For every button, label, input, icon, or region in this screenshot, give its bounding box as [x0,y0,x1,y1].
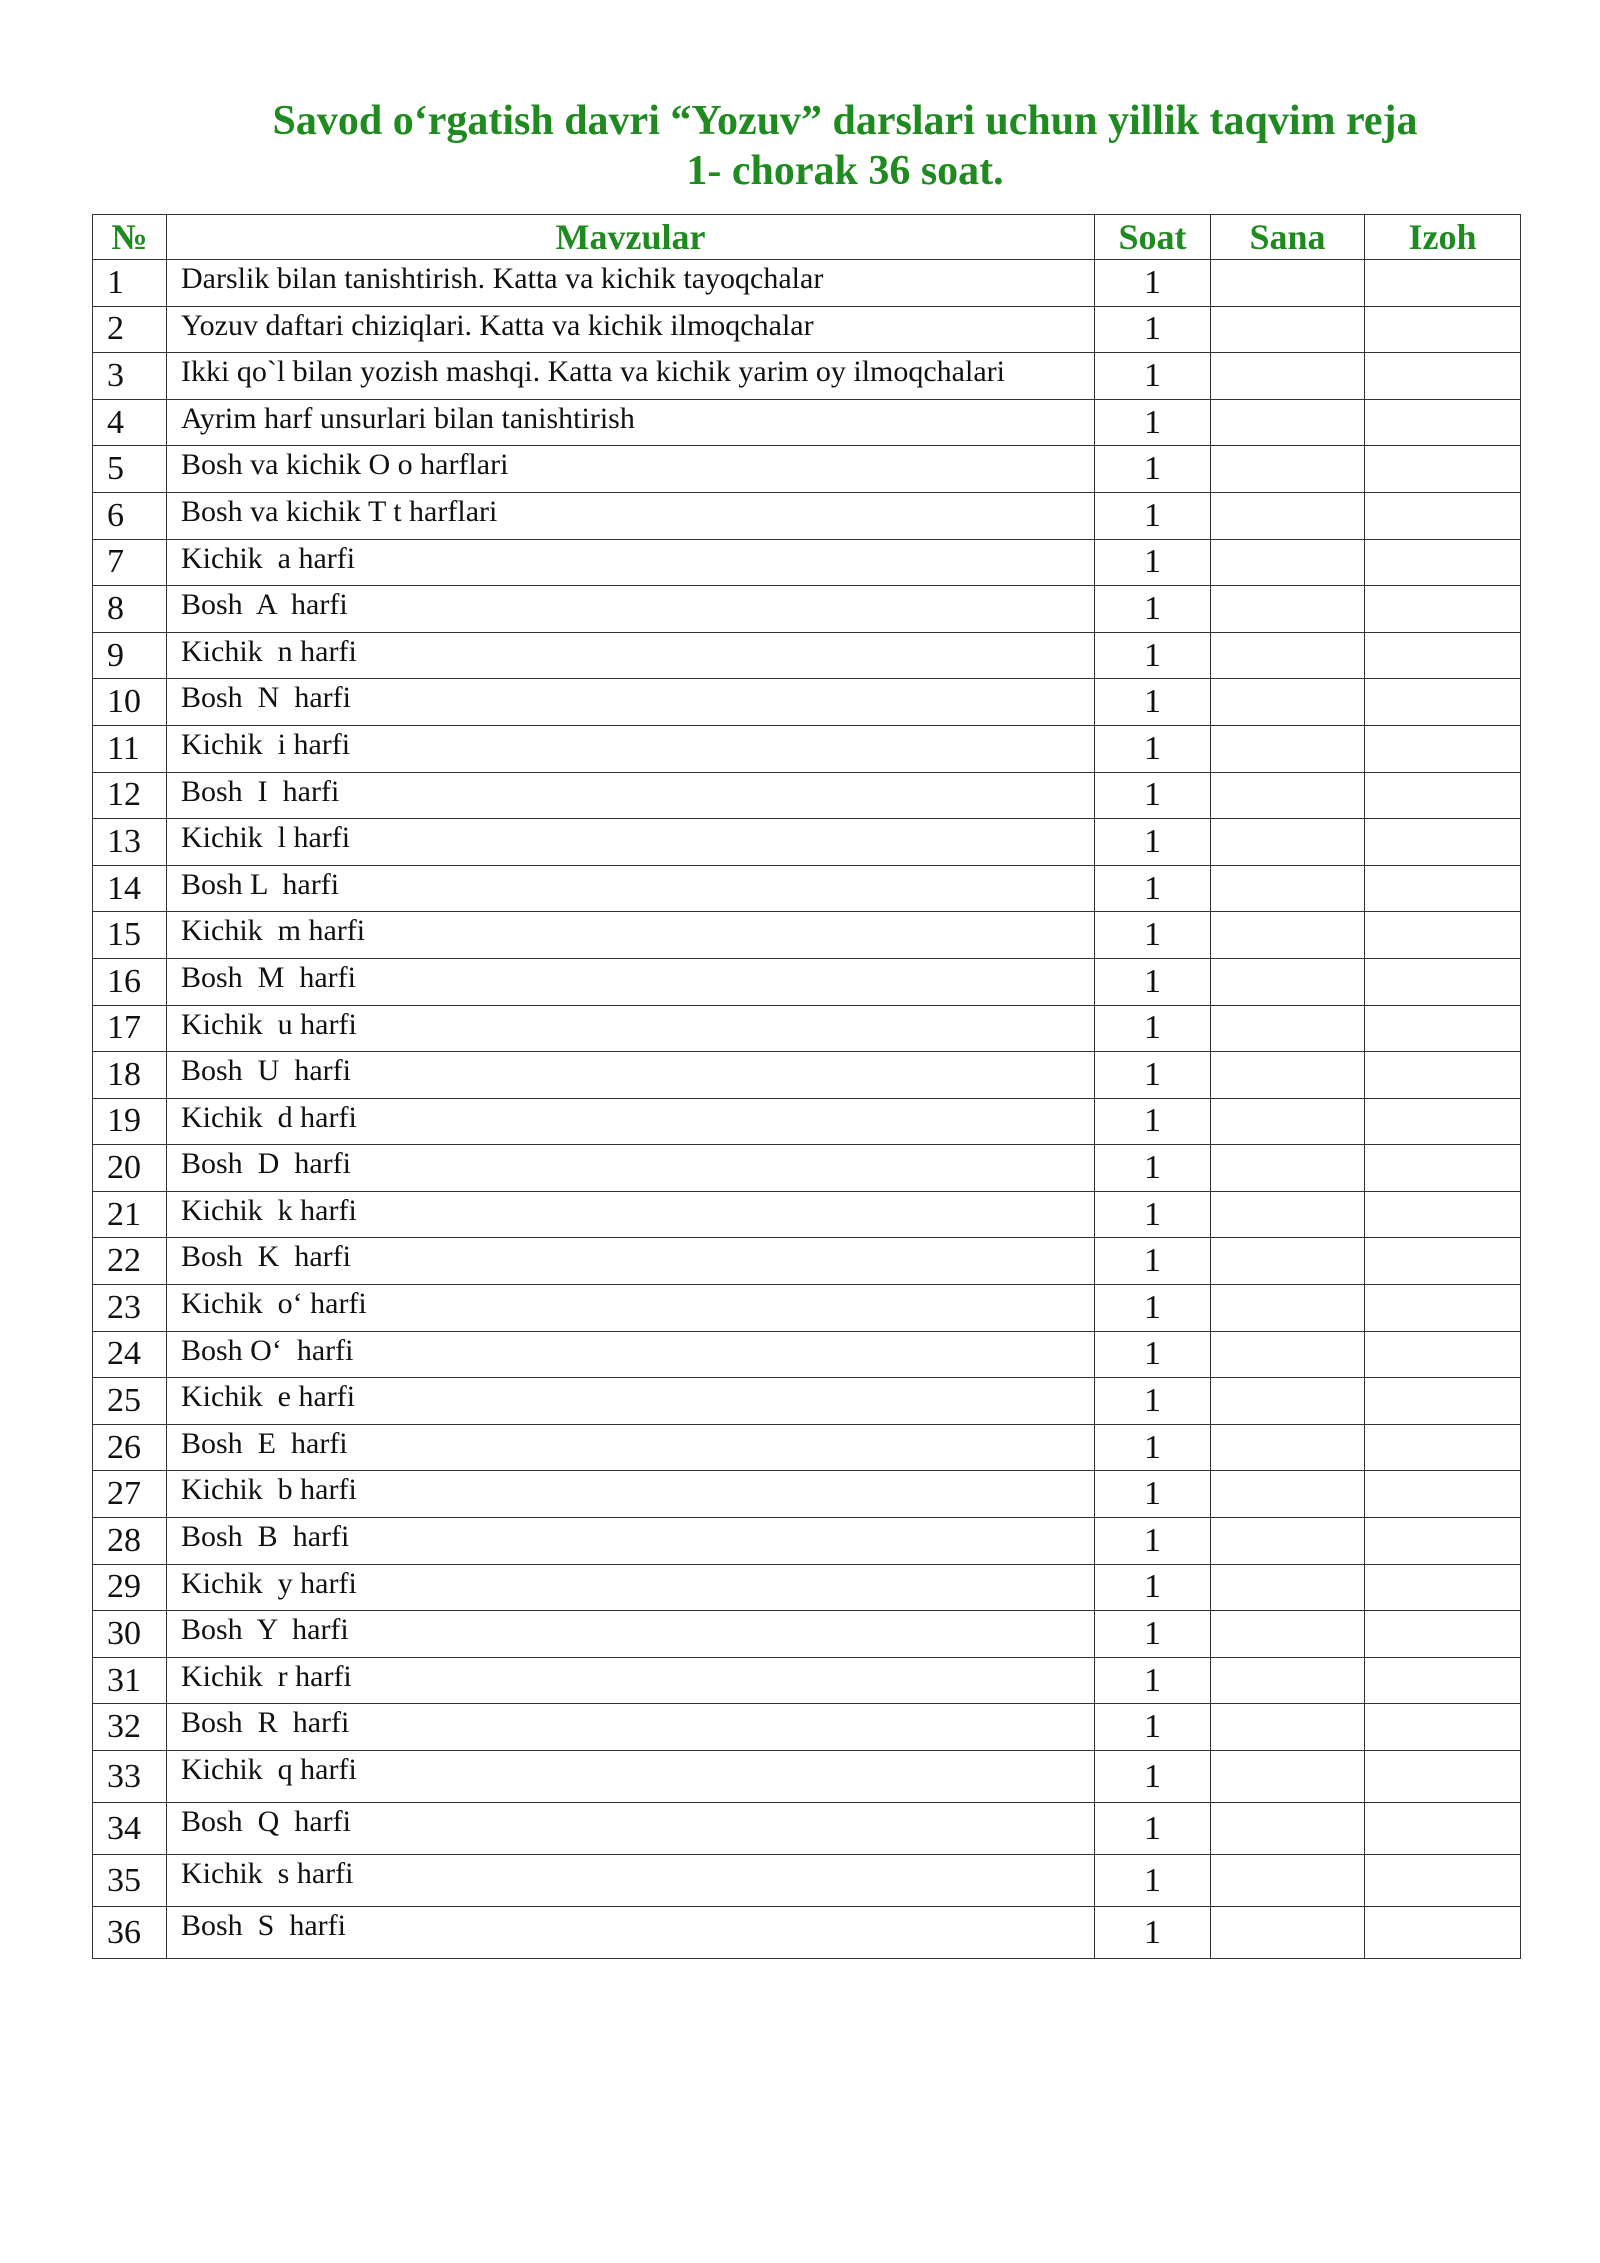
row-note [1365,1191,1521,1238]
row-date [1211,725,1365,772]
table-row [93,1704,1521,1751]
row-date [1211,1005,1365,1052]
row-hours: 1 [1095,1518,1211,1565]
header-topics: Mavzular [167,215,1095,260]
row-note [1365,492,1521,539]
row-date [1211,446,1365,493]
row-date [1211,1191,1365,1238]
header-number: № [93,215,167,260]
row-topic: Bosh U harfi [167,1052,1095,1099]
row-date [1211,539,1365,586]
table-body [93,260,1521,1959]
row-hours: 1 [1095,399,1211,446]
row-note [1365,586,1521,633]
row-note [1365,725,1521,772]
row-note [1365,1145,1521,1192]
row-number: 35 [93,1855,167,1907]
row-number: 5 [93,446,167,493]
row-number: 3 [93,353,167,400]
row-number: 6 [93,492,167,539]
row-topic: Kichik k harfi [167,1191,1095,1238]
table-row [93,865,1521,912]
table-row [93,1098,1521,1145]
row-number: 14 [93,865,167,912]
row-note [1365,1052,1521,1099]
row-hours: 1 [1095,1005,1211,1052]
row-number: 1 [93,260,167,307]
table-row [93,353,1521,400]
row-hours: 1 [1095,1238,1211,1285]
row-hours: 1 [1095,1191,1211,1238]
row-hours: 1 [1095,1751,1211,1803]
row-hours: 1 [1095,1564,1211,1611]
row-date [1211,1145,1365,1192]
row-date [1211,1378,1365,1425]
row-number: 32 [93,1704,167,1751]
row-hours: 1 [1095,1424,1211,1471]
row-number: 17 [93,1005,167,1052]
row-topic: Ayrim harf unsurlari bilan tanishtirish [167,399,1095,446]
row-note [1365,1907,1521,1959]
row-note [1365,912,1521,959]
row-topic: Kichik u harfi [167,1005,1095,1052]
row-number: 7 [93,539,167,586]
row-note [1365,1471,1521,1518]
row-topic: Bosh L harfi [167,865,1095,912]
row-date [1211,1331,1365,1378]
row-note [1365,1855,1521,1907]
row-note [1365,1331,1521,1378]
row-note [1365,772,1521,819]
row-note [1365,958,1521,1005]
row-topic: Bosh R harfi [167,1704,1095,1751]
table-row [93,1331,1521,1378]
row-hours: 1 [1095,912,1211,959]
table-row [93,1855,1521,1907]
row-note [1365,260,1521,307]
row-number: 10 [93,679,167,726]
table-row [93,1005,1521,1052]
row-date [1211,912,1365,959]
row-note [1365,539,1521,586]
table-row [93,399,1521,446]
table-row [93,586,1521,633]
row-date [1211,1855,1365,1907]
table-row [93,1052,1521,1099]
table-row [93,819,1521,866]
row-topic: Kichik i harfi [167,725,1095,772]
row-note [1365,865,1521,912]
row-date [1211,865,1365,912]
row-topic: Kichik e harfi [167,1378,1095,1425]
table-row [93,1424,1521,1471]
row-hours: 1 [1095,632,1211,679]
table-row [93,1191,1521,1238]
row-hours: 1 [1095,1907,1211,1959]
row-hours: 1 [1095,492,1211,539]
row-hours: 1 [1095,725,1211,772]
row-number: 16 [93,958,167,1005]
row-number: 13 [93,819,167,866]
row-hours: 1 [1095,1471,1211,1518]
row-date [1211,1657,1365,1704]
row-date [1211,1611,1365,1658]
row-topic: Bosh va kichik T t harflari [167,492,1095,539]
row-topic: Bosh M harfi [167,958,1095,1005]
table-row [93,725,1521,772]
row-number: 28 [93,1518,167,1565]
row-topic: Kichik a harfi [167,539,1095,586]
table-row [93,958,1521,1005]
table-row [93,632,1521,679]
row-hours: 1 [1095,586,1211,633]
row-number: 26 [93,1424,167,1471]
row-note [1365,1803,1521,1855]
row-number: 4 [93,399,167,446]
row-hours: 1 [1095,1331,1211,1378]
row-hours: 1 [1095,1657,1211,1704]
row-note [1365,446,1521,493]
row-number: 22 [93,1238,167,1285]
row-number: 30 [93,1611,167,1658]
row-topic: Darslik bilan tanishtirish. Katta va kichik tayoqchalar [167,260,1095,307]
row-hours: 1 [1095,958,1211,1005]
row-note [1365,1285,1521,1332]
row-hours: 1 [1095,819,1211,866]
table-row [93,1657,1521,1704]
row-number: 15 [93,912,167,959]
row-topic: Kichik n harfi [167,632,1095,679]
row-topic: Bosh O‘ harfi [167,1331,1095,1378]
row-topic: Kichik y harfi [167,1564,1095,1611]
row-hours: 1 [1095,1378,1211,1425]
row-date [1211,1751,1365,1803]
row-topic: Kichik l harfi [167,819,1095,866]
row-note [1365,1378,1521,1425]
row-note [1365,1751,1521,1803]
row-note [1365,1518,1521,1565]
row-date [1211,1518,1365,1565]
row-hours: 1 [1095,865,1211,912]
table-row [93,1285,1521,1332]
row-number: 2 [93,306,167,353]
row-number: 12 [93,772,167,819]
row-topic: Kichik o‘ harfi [167,1285,1095,1332]
table-row [93,1471,1521,1518]
row-date [1211,492,1365,539]
row-note [1365,632,1521,679]
row-hours: 1 [1095,772,1211,819]
table-row [93,1611,1521,1658]
row-hours: 1 [1095,1803,1211,1855]
row-topic: Bosh S harfi [167,1907,1095,1959]
row-number: 27 [93,1471,167,1518]
row-date [1211,586,1365,633]
row-hours: 1 [1095,353,1211,400]
row-note [1365,1704,1521,1751]
row-topic: Kichik b harfi [167,1471,1095,1518]
row-number: 23 [93,1285,167,1332]
page-subtitle: 1- chorak 36 soat. [686,148,1004,194]
row-date [1211,306,1365,353]
row-topic: Bosh I harfi [167,772,1095,819]
table-row [93,1907,1521,1959]
row-number: 29 [93,1564,167,1611]
row-note [1365,1005,1521,1052]
row-date [1211,1471,1365,1518]
row-date [1211,679,1365,726]
row-date [1211,1564,1365,1611]
row-topic: Yozuv daftari chiziqlari. Katta va kichik ilmoqchalar [167,306,1095,353]
table-row [93,260,1521,307]
calendar-plan-table [92,214,1521,1959]
row-note [1365,306,1521,353]
row-date [1211,1803,1365,1855]
row-hours: 1 [1095,1855,1211,1907]
row-number: 19 [93,1098,167,1145]
row-date [1211,1907,1365,1959]
table-row [93,306,1521,353]
row-number: 24 [93,1331,167,1378]
row-hours: 1 [1095,1611,1211,1658]
row-date [1211,1052,1365,1099]
row-topic: Bosh B harfi [167,1518,1095,1565]
row-topic: Ikki qo`l bilan yozish mashqi. Katta va kichik yarim oy ilmoqchalari [167,353,1095,400]
row-date [1211,260,1365,307]
row-number: 36 [93,1907,167,1959]
table-row [93,1751,1521,1803]
row-date [1211,1285,1365,1332]
row-number: 8 [93,586,167,633]
row-note [1365,399,1521,446]
row-note [1365,1611,1521,1658]
page-title: Savod o‘rgatish davri “Yozuv” darslari uchun yillik taqvim reja [272,98,1418,144]
table-row [93,446,1521,493]
row-hours: 1 [1095,1704,1211,1751]
table-row [93,679,1521,726]
row-note [1365,1238,1521,1285]
row-date [1211,399,1365,446]
row-topic: Bosh E harfi [167,1424,1095,1471]
row-date [1211,819,1365,866]
table-row [93,1238,1521,1285]
header-date: Sana [1211,215,1365,260]
row-topic: Bosh va kichik O o harflari [167,446,1095,493]
row-note [1365,353,1521,400]
row-number: 11 [93,725,167,772]
row-note [1365,679,1521,726]
table-row [93,1145,1521,1192]
row-topic: Bosh D harfi [167,1145,1095,1192]
row-hours: 1 [1095,1145,1211,1192]
table-row [93,1518,1521,1565]
row-topic: Bosh N harfi [167,679,1095,726]
row-topic: Kichik m harfi [167,912,1095,959]
row-date [1211,958,1365,1005]
row-topic: Kichik d harfi [167,1098,1095,1145]
row-hours: 1 [1095,1285,1211,1332]
row-number: 34 [93,1803,167,1855]
row-hours: 1 [1095,1098,1211,1145]
row-topic: Bosh K harfi [167,1238,1095,1285]
row-note [1365,1424,1521,1471]
row-hours: 1 [1095,539,1211,586]
row-hours: 1 [1095,306,1211,353]
table-row [93,912,1521,959]
row-number: 9 [93,632,167,679]
row-topic: Kichik q harfi [167,1751,1095,1803]
row-topic: Bosh A harfi [167,586,1095,633]
table-row [93,492,1521,539]
table-row [93,539,1521,586]
row-topic: Bosh Y harfi [167,1611,1095,1658]
row-hours: 1 [1095,679,1211,726]
table-header-row [93,215,1521,260]
row-hours: 1 [1095,1052,1211,1099]
table-row [93,772,1521,819]
row-topic: Kichik r harfi [167,1657,1095,1704]
table-row [93,1803,1521,1855]
row-number: 33 [93,1751,167,1803]
row-number: 18 [93,1052,167,1099]
row-topic: Bosh Q harfi [167,1803,1095,1855]
row-date [1211,1424,1365,1471]
row-number: 31 [93,1657,167,1704]
row-date [1211,353,1365,400]
row-date [1211,1704,1365,1751]
table-row [93,1378,1521,1425]
header-hours: Soat [1095,215,1211,260]
row-note [1365,1564,1521,1611]
table-row [93,1564,1521,1611]
row-note [1365,1657,1521,1704]
row-date [1211,1098,1365,1145]
row-topic: Kichik s harfi [167,1855,1095,1907]
row-number: 25 [93,1378,167,1425]
row-number: 21 [93,1191,167,1238]
row-note [1365,1098,1521,1145]
row-date [1211,1238,1365,1285]
row-date [1211,772,1365,819]
row-note [1365,819,1521,866]
header-note: Izoh [1365,215,1521,260]
row-hours: 1 [1095,446,1211,493]
row-date [1211,632,1365,679]
row-number: 20 [93,1145,167,1192]
row-hours: 1 [1095,260,1211,307]
